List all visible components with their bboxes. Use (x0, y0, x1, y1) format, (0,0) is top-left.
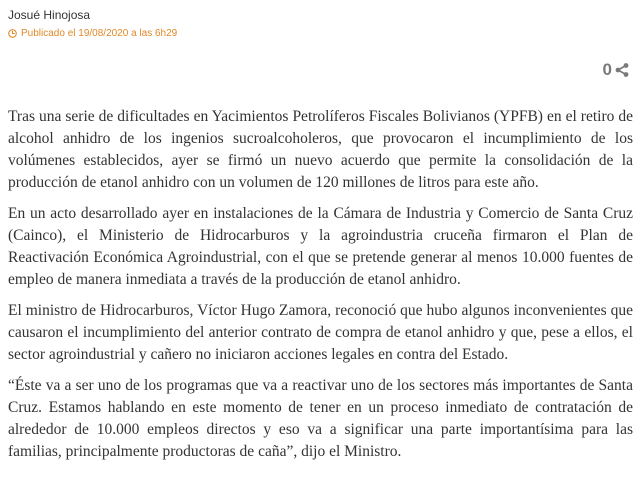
article-body (8, 106, 633, 472)
publish-date: Publicado el 19/08/2020 a las 6h29 (21, 28, 178, 39)
article-paragraph: En un acto desarrollado ayer en instalaciones de la Cámara de Industria y Comercio de Santa Cruz (Cainco), el Ministerio de Hidrocarburos y la agroindustria cruceña firmaron el Plan de Reactivación Económica Agroindustrial, con el que se pretende generar al menos 10.000 fuentes de empleo de manera inmediata a través de la producción de etanol anhidro. (8, 205, 633, 288)
clock-icon (8, 29, 17, 38)
article-paragraph: El ministro de Hidrocarburos, Víctor Hugo Zamora, reconoció que hubo algunos inconvenientes que causaron el incumplimiento del anterior contrato de compra de etanol anhidro y que, pese a ellos, el sector agroindustrial y cañero no iniciaron acciones legales en contra del Estado. (8, 302, 633, 363)
article-paragraph: “Éste va a ser uno de los programas que va a reactivar uno de los sectores más importantes de Santa Cruz. Estamos hablando en este momento de tener en un proceso inmediato de contratación de alrededor de 10.000 empleos directos y eso va a significar una parte importantísima para las familias, principalmente productoras de caña”, dijo el Ministro. (8, 377, 633, 460)
author-name: Josué Hinojosa (8, 8, 91, 22)
share-icon (614, 62, 630, 78)
article-paragraph: Tras una serie de dificultades en Yacimientos Petrolíferos Fiscales Bolivianos (YPFB) en el retiro de alcohol anhidro de los ingenios sucroalcoholeros, que provocaron el incumplimiento de los volúmenes establecidos, ayer se firmó un nuevo acuerdo que permite la consolidación de la producción de etanol anhidro con un volumen de 120 millones de litros para este año. (8, 108, 633, 191)
publish-info (8, 28, 177, 39)
share-button[interactable] (603, 60, 630, 80)
share-count: 0 (602, 60, 612, 79)
